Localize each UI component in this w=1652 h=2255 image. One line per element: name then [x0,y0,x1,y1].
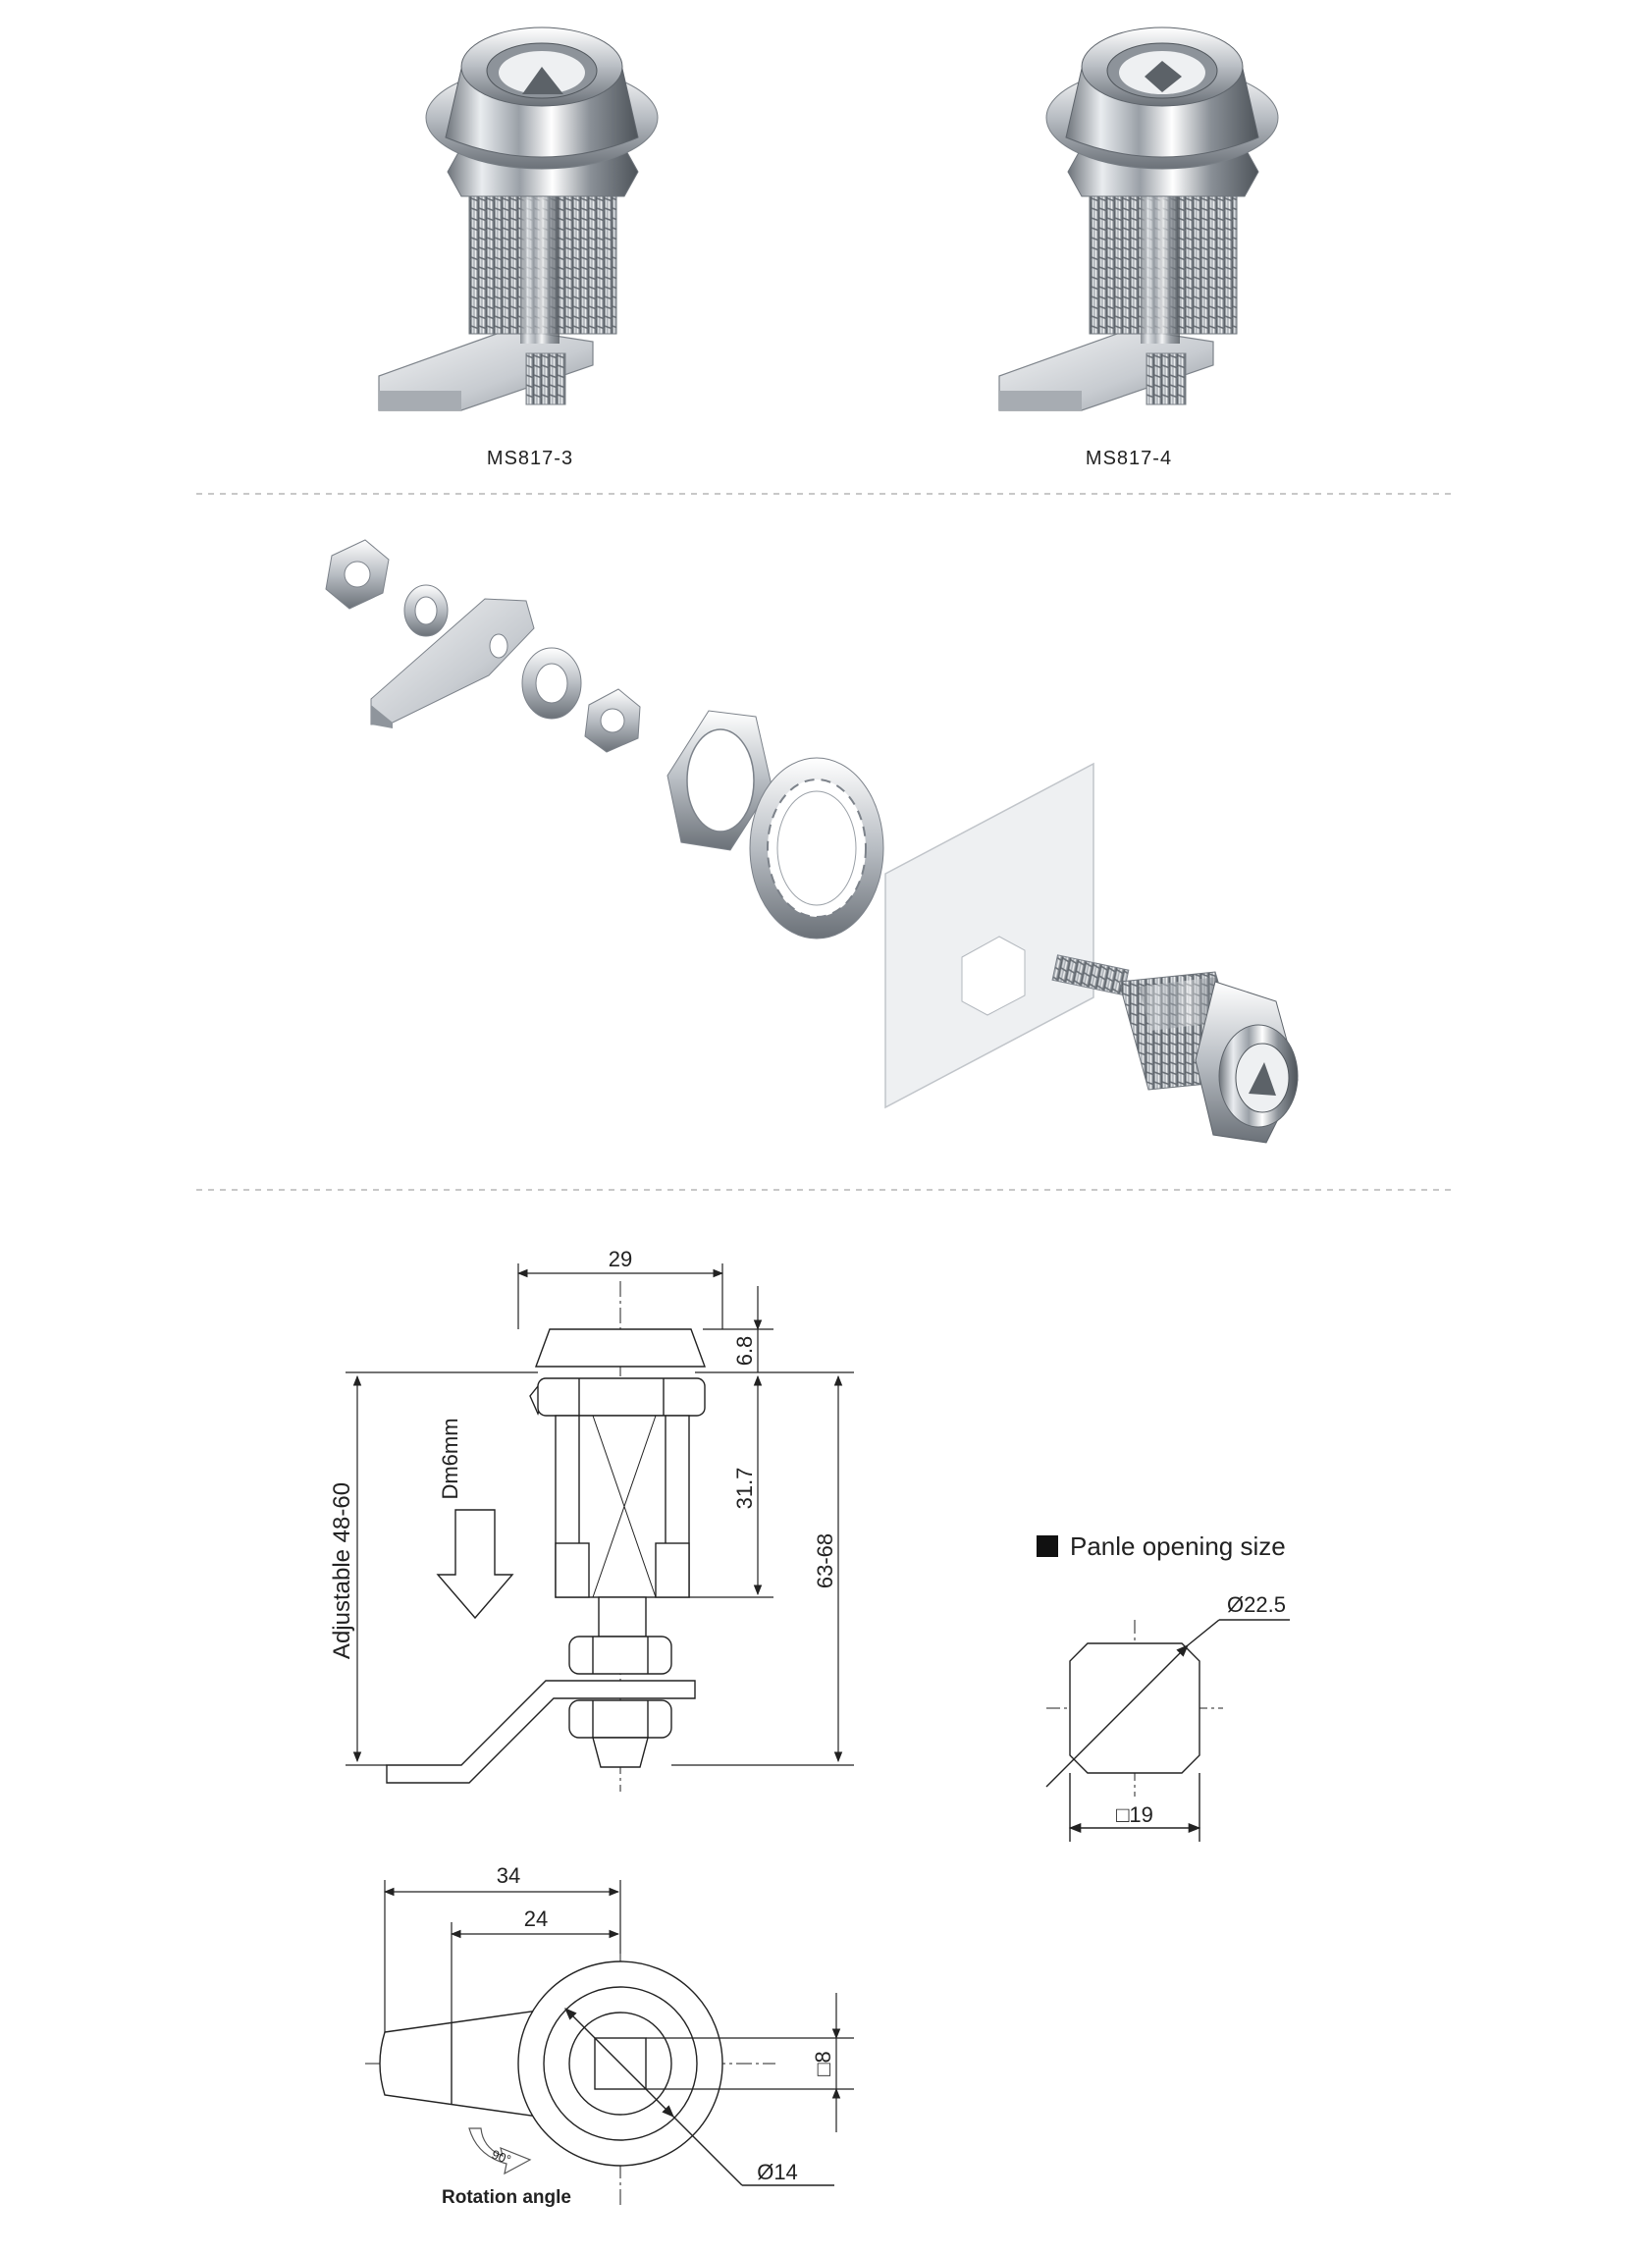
second-hex-nut [585,689,640,752]
lock-body [1052,955,1298,1143]
cam-tongue [371,599,534,728]
dim-body: 31.7 [732,1467,757,1510]
dim-dm: Dm6mm [438,1418,462,1500]
dim-head-width: 29 [608,1247,633,1271]
dim-total: 63-68 [813,1532,837,1589]
small-hex-nut [326,540,389,609]
product-image-ms817-3 [379,27,658,410]
dim-cam-inner: 24 [523,1906,549,1931]
dim-cam-length: 34 [496,1863,521,1888]
dim-diameter: Ø14 [757,2160,798,2184]
panel-opening-title: Panle opening size [1070,1531,1286,1561]
panel-dim-square: □19 [1116,1802,1153,1827]
mounting-panel [885,764,1093,1107]
side-view-drawing [387,1281,705,1792]
rotation-value: 90° [489,2146,513,2168]
panel-opening-bullet [1037,1535,1058,1557]
product-image-ms817-4 [999,27,1278,410]
flat-washer [522,648,581,719]
star-lock-washer [750,758,883,939]
rotation-label: Rotation angle [442,2187,571,2208]
spring-washer [404,585,448,636]
exploded-assembly-view [326,540,1298,1143]
dim-head-height: 6.8 [732,1335,757,1367]
dim-square: □8 [811,2051,835,2076]
dim-adjustable: Adjustable 48-60 [329,1481,355,1660]
model-label-1: MS817-3 [486,448,574,469]
model-label-2: MS817-4 [1085,448,1173,469]
panel-opening-drawing [1046,1620,1290,1842]
panel-dim-diameter: Ø22.5 [1227,1592,1286,1617]
